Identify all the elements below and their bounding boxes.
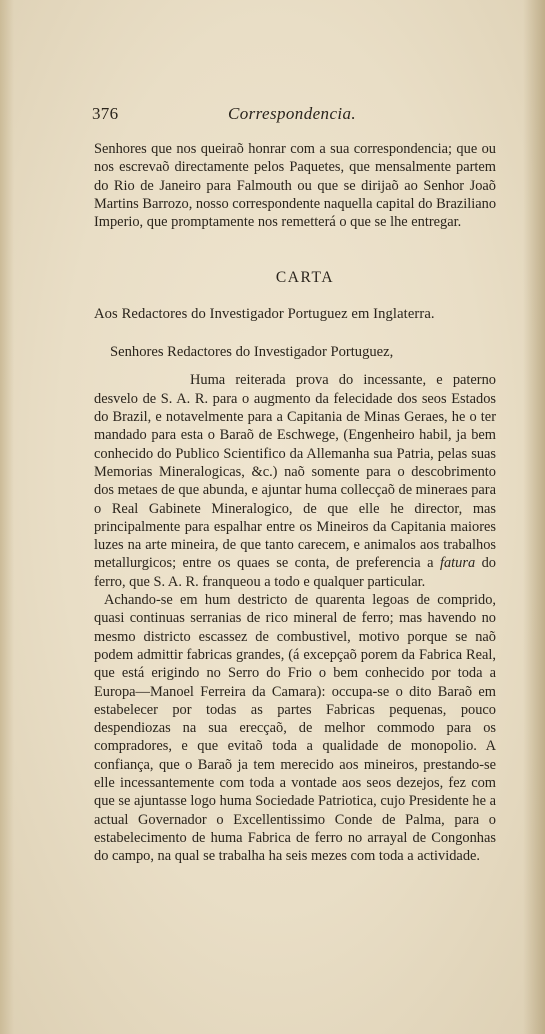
- page-body: [94, 140, 496, 866]
- letter-paragraph-2: Achando-se em hum destricto de quarenta legoas de comprido, quasi continuas serranias de rico mineral de ferro; mas havendo no mesmo districto escassez de combustivel, motivo porque se naõ podem admittir fabricas grandes, (á excepçaõ porem da Fabrica Real, que está erigindo no Serro do Frio o bem conhecido por toda a Europa—Manoel Ferreira da Camara): occupa-se o dito Baraõ em estabelecer por todas as partes Fabricas pequenas, pouco despendiozas na sua erecçaõ, de melhor commodo para os compradores, e que evitaõ toda a qualidade de monopolio. A confiança, que o Baraõ ja tem merecido aos mineiros, prestando-se elle incessantemente com toda a vontade aos seos dezejos, fez com que se ajuntasse logo huma Sociedade Patriotica, cujo Presidente he a actual Governador o Excellentissimo Conde de Palma, para o estabelecimento de huma Fabrica de ferro no arrayal de Congonhas do campo, na qual se trabalha ha seis mezes com toda a actividade.: [94, 592, 496, 865]
- page-header: [92, 104, 496, 128]
- opening-paragraph: Senhores que nos queiraõ honrar com a sua correspondencia; que ou nos escrevaõ directamente pelos Paquetes, que mensalmente partem do Rio de Janeiro para Falmouth ou que se dirijaõ ao Senhor Joaõ Martins Barrozo, nosso correspondente naquella capital do Braziliano Imperio, que promptamente nos remetterá o que se lhe entregar.: [94, 141, 497, 231]
- paragraph-1-italic-word: fatura: [439, 555, 476, 572]
- running-title: Correspondencia.: [228, 104, 357, 123]
- letter-salutation: Senhores Redactores do Investigador Portuguez,: [110, 344, 394, 361]
- letter-paragraph-1: [94, 371, 496, 591]
- letter-addressee: Aos Redactores do Investigador Portuguez em Inglaterra.: [94, 306, 435, 323]
- page-number: 376: [92, 104, 119, 123]
- paragraph-1-text-a: Huma reiterada prova do incessante, e paterno desvelo de S. A. R. para o augmento da felecidade dos seos Estados do Brazil, e notavelmente para a Capitania de Minas Geraes, he o ter mandado para esta o Baraõ de Eschwege, (Engenheiro habil, ja bem conhecido do Publico Scientifico da Allemanha sua Patria, pelas suas Memorias Mineralogicas, &c.) naõ somente para o descobrimento dos metaes de que abunda, e ajuntar huma collecçaõ de mineraes para o Real Gabinete Mineralogico, de que elle he director, mas principalmente para espalhar entre os Mineiros da Capitania maiores luzes na arte mineira, de que tanto carecem, e animalos aos trabalhos metallurgicos; entre os quaes se conta, de preferencia a: [94, 372, 496, 572]
- section-title: CARTA: [275, 269, 335, 287]
- paragraph-1-text-b: do ferro, que S. A. R. franqueou a todo e qualquer particular.: [94, 555, 496, 590]
